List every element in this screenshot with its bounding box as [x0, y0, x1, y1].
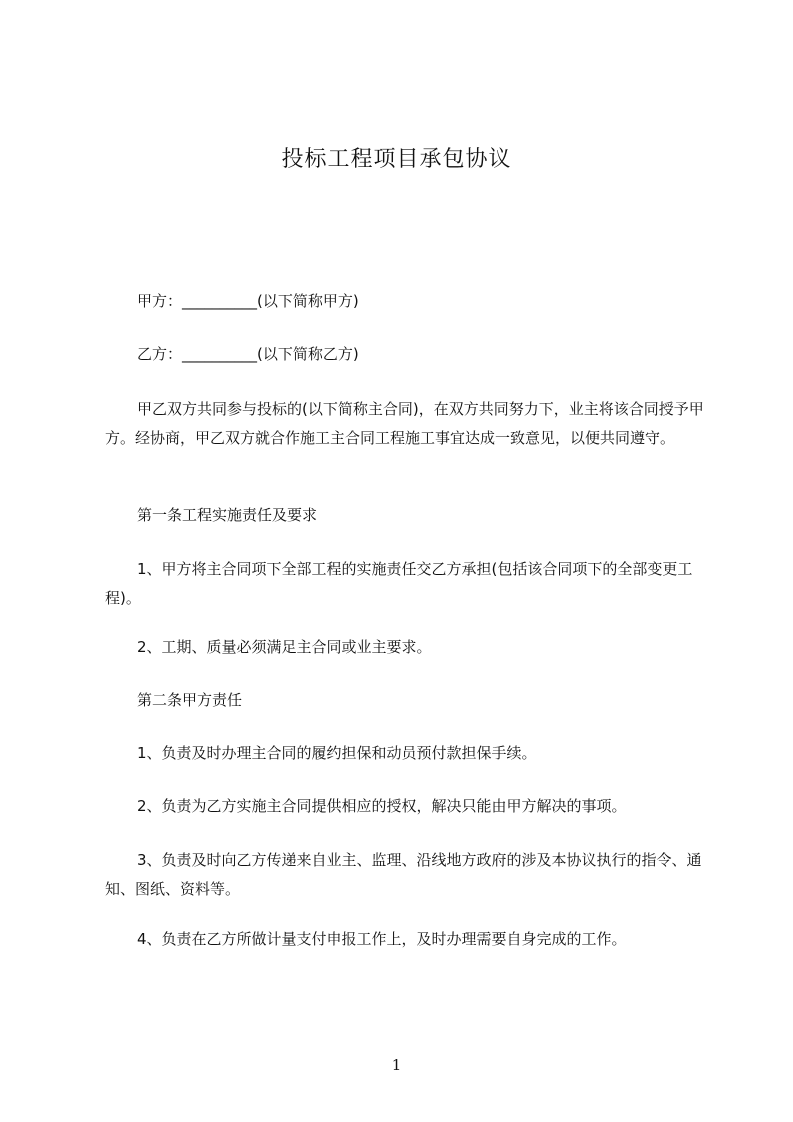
article2-item1: 1、负责及时办理主合同的履约担保和动员预付款担保手续。 [137, 744, 537, 762]
page-number: 1 [391, 1056, 402, 1074]
article2-item3: 3、负责及时向乙方传递来自业主、监理、沿线地方政府的涉及本协议执行的指令、通知、图纸、资料等。 [105, 851, 702, 898]
party-b-line: 乙方：__________(以下简称乙方) [137, 345, 359, 363]
article1-heading: 第一条工程实施责任及要求 [137, 506, 318, 524]
intro-paragraph: 甲乙双方共同参与投标的(以下简称主合同)，在双方共同努力下，业主将该合同授予甲方。经协商，甲乙双方就合作施工主合同工程施工事宜达成一致意见，以便共同遵守。 [105, 400, 704, 447]
party-a-line: 甲方：__________(以下简称甲方) [137, 292, 359, 310]
document-title: 投标工程项目承包协议 [281, 147, 512, 172]
article2-item2: 2、负责为乙方实施主合同提供相应的授权，解决只能由甲方解决的事项。 [137, 797, 627, 815]
article2-heading: 第二条甲方责任 [137, 691, 243, 709]
article1-item2: 2、工期、质量必须满足主合同或业主要求。 [137, 638, 432, 656]
article1-item1: 1、甲方将主合同项下全部工程的实施责任交乙方承担(包括该合同项下的全部变更工程)。 [105, 560, 693, 607]
article2-item4: 4、负责在乙方所做计量支付申报工作上，及时办理需要自身完成的工作。 [137, 930, 627, 948]
